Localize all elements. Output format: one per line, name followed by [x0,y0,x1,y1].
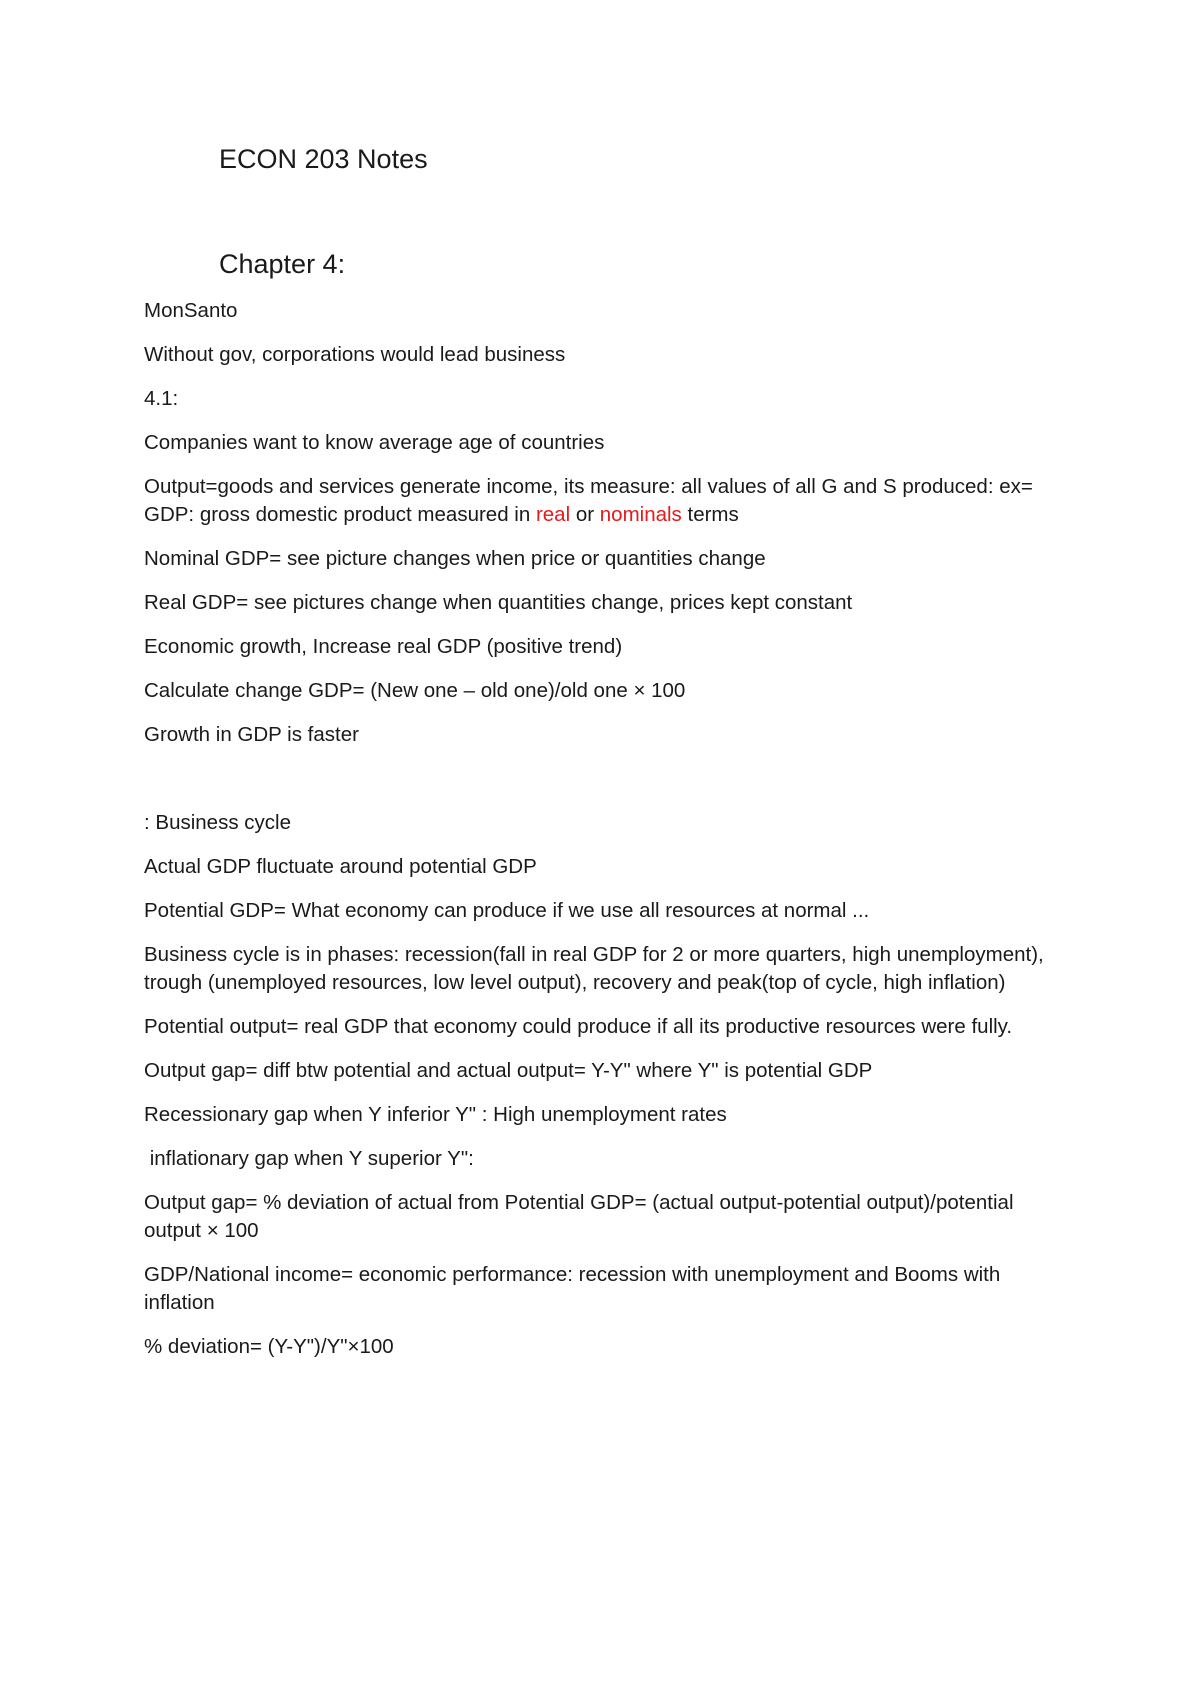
blank-line [144,765,1064,809]
note-paragraph: Recessionary gap when Y inferior Y" : High unemployment rates [144,1103,727,1126]
highlight-real: real [535,503,571,526]
notes-body [144,297,1064,1377]
section-heading-business-cycle: : Business cycle [144,811,291,834]
note-paragraph: 4.1: [144,387,179,410]
note-paragraph: Output gap= diff btw potential and actual output= Y-Y" where Y" is potential GDP [144,1059,873,1082]
output-text-start: Output=goods and services generate income, its measure: all values of all G and S produced: ex= GDP: gross domestic product measured in [144,475,1033,526]
output-text-or: or [570,503,600,526]
output-text-end: terms [681,503,739,526]
note-paragraph: Companies want to know average age of countries [144,431,605,454]
highlight-nominals: nominals [599,503,682,526]
note-paragraph: Potential output= real GDP that economy could produce if all its productive resources were fully. [144,1015,1013,1038]
note-paragraph: Actual GDP fluctuate around potential GDP [144,855,537,878]
note-paragraph: Economic growth, Increase real GDP (positive trend) [144,635,623,658]
note-paragraph: GDP/National income= economic performance: recession with unemployment and Booms with inflation [144,1263,1001,1314]
note-paragraph: Real GDP= see pictures change when quantities change, prices kept constant [144,591,853,614]
chapter-heading: Chapter 4: [219,249,346,279]
note-paragraph: Calculate change GDP= (New one – old one)/old one × 100 [144,679,686,702]
note-paragraph: Without gov, corporations would lead business [144,343,566,366]
note-paragraph: Potential GDP= What economy can produce if we use all resources at normal ... [144,899,870,922]
note-paragraph: Nominal GDP= see picture changes when price or quantities change [144,547,766,570]
note-paragraph: Business cycle is in phases: recession(fall in real GDP for 2 or more quarters, high unemployment), trough (unemployed resources, low level output), recovery and peak(top of cycle, high inflation) [144,943,1044,994]
note-paragraph: Growth in GDP is faster [144,723,359,746]
note-paragraph: % deviation= (Y-Y")/Y"×100 [144,1335,394,1358]
note-paragraph: MonSanto [144,299,238,322]
document-title: ECON 203 Notes [219,144,428,174]
note-paragraph: inflationary gap when Y superior Y": [144,1147,474,1170]
output-definition-paragraph [144,473,1064,529]
note-paragraph: Output gap= % deviation of actual from Potential GDP= (actual output-potential output)/potential output × 100 [144,1191,1014,1242]
